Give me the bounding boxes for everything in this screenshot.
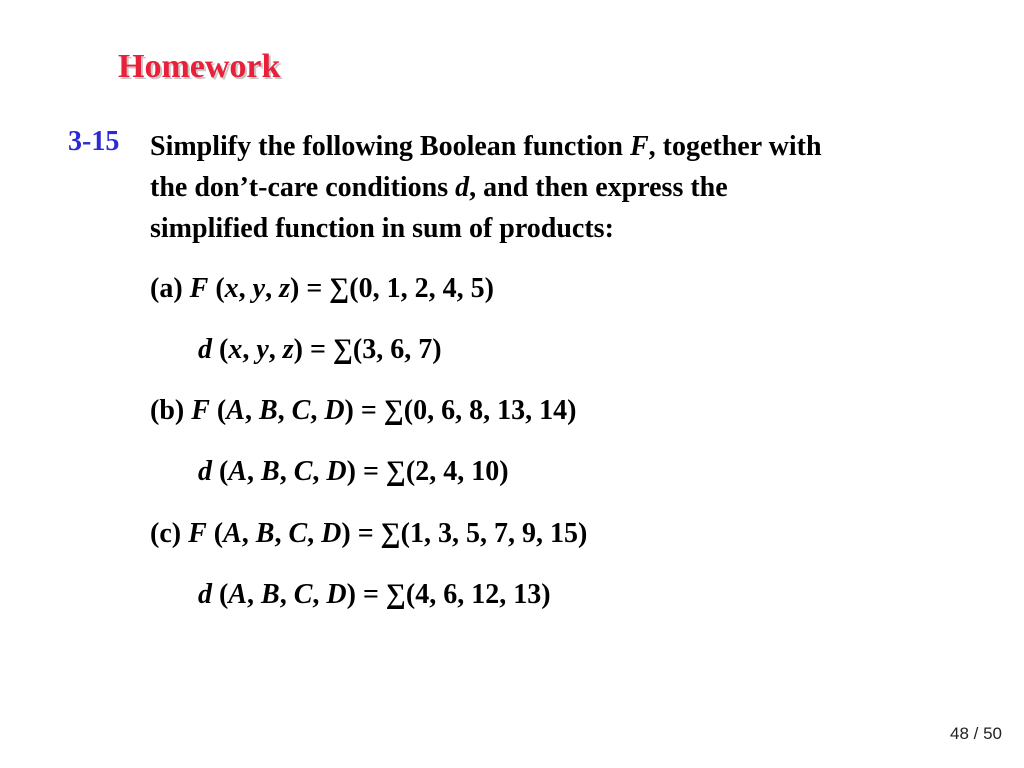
equation-a-d (198, 333, 442, 367)
slide-title: Homework (118, 48, 281, 85)
variable-separator: , (244, 395, 259, 426)
variable: A (223, 518, 242, 549)
problem-line-1 (150, 126, 990, 167)
variable: z (279, 273, 291, 304)
variable-separator: , (307, 518, 322, 549)
variable: B (261, 456, 280, 487)
variable: y (252, 273, 266, 304)
variable: x (228, 334, 243, 365)
function-name: F (191, 395, 210, 426)
equation-b-d (198, 455, 509, 489)
function-name: d (198, 579, 212, 610)
minterm-list: ) = ∑(4, 6, 12, 13) (346, 579, 551, 610)
variable: D (321, 518, 342, 549)
equation-a-F (150, 272, 494, 306)
page-number: 48 / 50 (950, 724, 1002, 743)
variable-separator: , (247, 456, 262, 487)
problem-line-3: simplified function in sum of products: (150, 213, 614, 244)
variable: D (326, 456, 347, 487)
variable: C (293, 579, 313, 610)
problem-text-segment: , together with (648, 131, 822, 162)
equation-label: (a) (150, 273, 190, 304)
open-paren: ( (208, 273, 225, 304)
problem-text-segment: the don’t-care conditions (150, 172, 456, 203)
variable-separator: , (312, 456, 327, 487)
variable: C (293, 456, 313, 487)
variable: C (291, 395, 311, 426)
equation-label: (c) (150, 518, 189, 549)
variable: A (228, 456, 248, 487)
problem-text-segment: , and then express the (469, 172, 728, 203)
open-paren: ( (212, 579, 229, 610)
variable-separator: , (274, 518, 289, 549)
function-name: d (198, 334, 212, 365)
function-name: d (198, 456, 212, 487)
function-variable-F: F (629, 131, 649, 162)
minterm-list: ) = ∑(0, 6, 8, 13, 14) (344, 395, 577, 426)
variable: A (226, 395, 245, 426)
minterm-list: ) = ∑(0, 1, 2, 4, 5) (290, 273, 494, 304)
function-name: F (188, 518, 207, 549)
variable: D (326, 579, 347, 610)
variable: z (282, 334, 294, 365)
variable: A (228, 579, 248, 610)
problem-statement (150, 126, 990, 249)
open-paren: ( (209, 395, 227, 426)
equation-c-d (198, 578, 551, 612)
variable-separator: , (242, 334, 257, 365)
variable-separator: , (310, 395, 325, 426)
variable-separator: , (279, 579, 294, 610)
problem-number: 3-15 (68, 126, 120, 157)
variable: C (288, 518, 308, 549)
variable-separator: , (277, 395, 292, 426)
problem-line-2 (150, 167, 990, 208)
variable-separator: , (265, 273, 280, 304)
variable: y (256, 334, 269, 365)
variable: B (255, 518, 275, 549)
variable-separator: , (247, 579, 262, 610)
variable-separator: , (238, 273, 253, 304)
problem-text-segment: Simplify the following Boolean function (150, 131, 630, 162)
variable: D (324, 395, 345, 426)
variable-separator: , (312, 579, 327, 610)
variable: x (224, 273, 239, 304)
variable-separator: , (241, 518, 256, 549)
minterm-list: ) = ∑(3, 6, 7) (293, 334, 442, 365)
dont-care-variable-d: d (455, 172, 470, 203)
equation-b-F (150, 394, 576, 428)
equation-c-F (150, 517, 587, 551)
equation-label: (b) (150, 395, 192, 426)
open-paren: ( (212, 334, 229, 365)
variable: B (261, 579, 280, 610)
open-paren: ( (212, 456, 229, 487)
variable-separator: , (279, 456, 294, 487)
variable: B (258, 395, 278, 426)
minterm-list: ) = ∑(1, 3, 5, 7, 9, 15) (341, 518, 588, 549)
variable-separator: , (268, 334, 283, 365)
minterm-list: ) = ∑(2, 4, 10) (346, 456, 509, 487)
open-paren: ( (206, 518, 224, 549)
function-name: F (189, 273, 209, 304)
